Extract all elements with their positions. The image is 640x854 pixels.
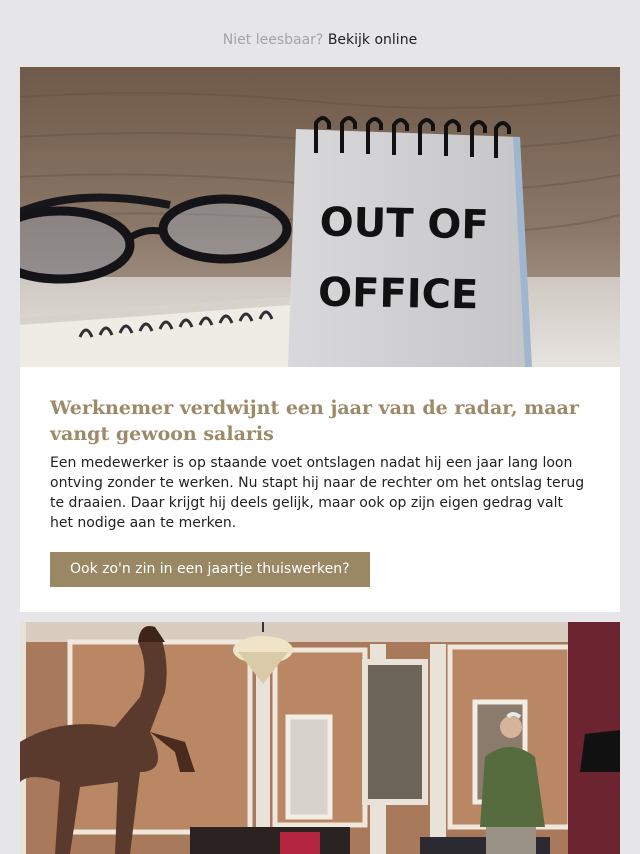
sign-line-2: OFFICE <box>317 269 479 319</box>
hero-illustration <box>20 67 620 367</box>
second-article-image[interactable] <box>20 622 620 854</box>
article-headline[interactable]: Werknemer verdwijnt een jaar van de radar, maar vangt gewoon salaris <box>50 397 579 445</box>
read-more-button[interactable]: Ook zo'n zin in een jaartje thuiswerken? <box>50 552 370 587</box>
article-card <box>20 367 620 612</box>
article-body: Een medewerker is op staande voet ontslagen nadat hij een jaar lang loon ontving zonder te werken. Nu stapt hij naar de rechter om het ontslag terug te draaien. Daar krijgt hij deels gelijk, maar ook op zijn eigen gedrag valt het nodige aan te merken. <box>50 455 585 531</box>
preheader <box>0 0 640 67</box>
out-of-office-sign <box>288 118 532 367</box>
preheader-text: Niet leesbaar? <box>222 32 324 48</box>
view-online-link[interactable]: Bekijk online <box>327 32 418 48</box>
hero-image[interactable] <box>20 67 620 367</box>
sign-line-1: OUT OF <box>319 199 490 249</box>
room-illustration <box>20 622 620 854</box>
